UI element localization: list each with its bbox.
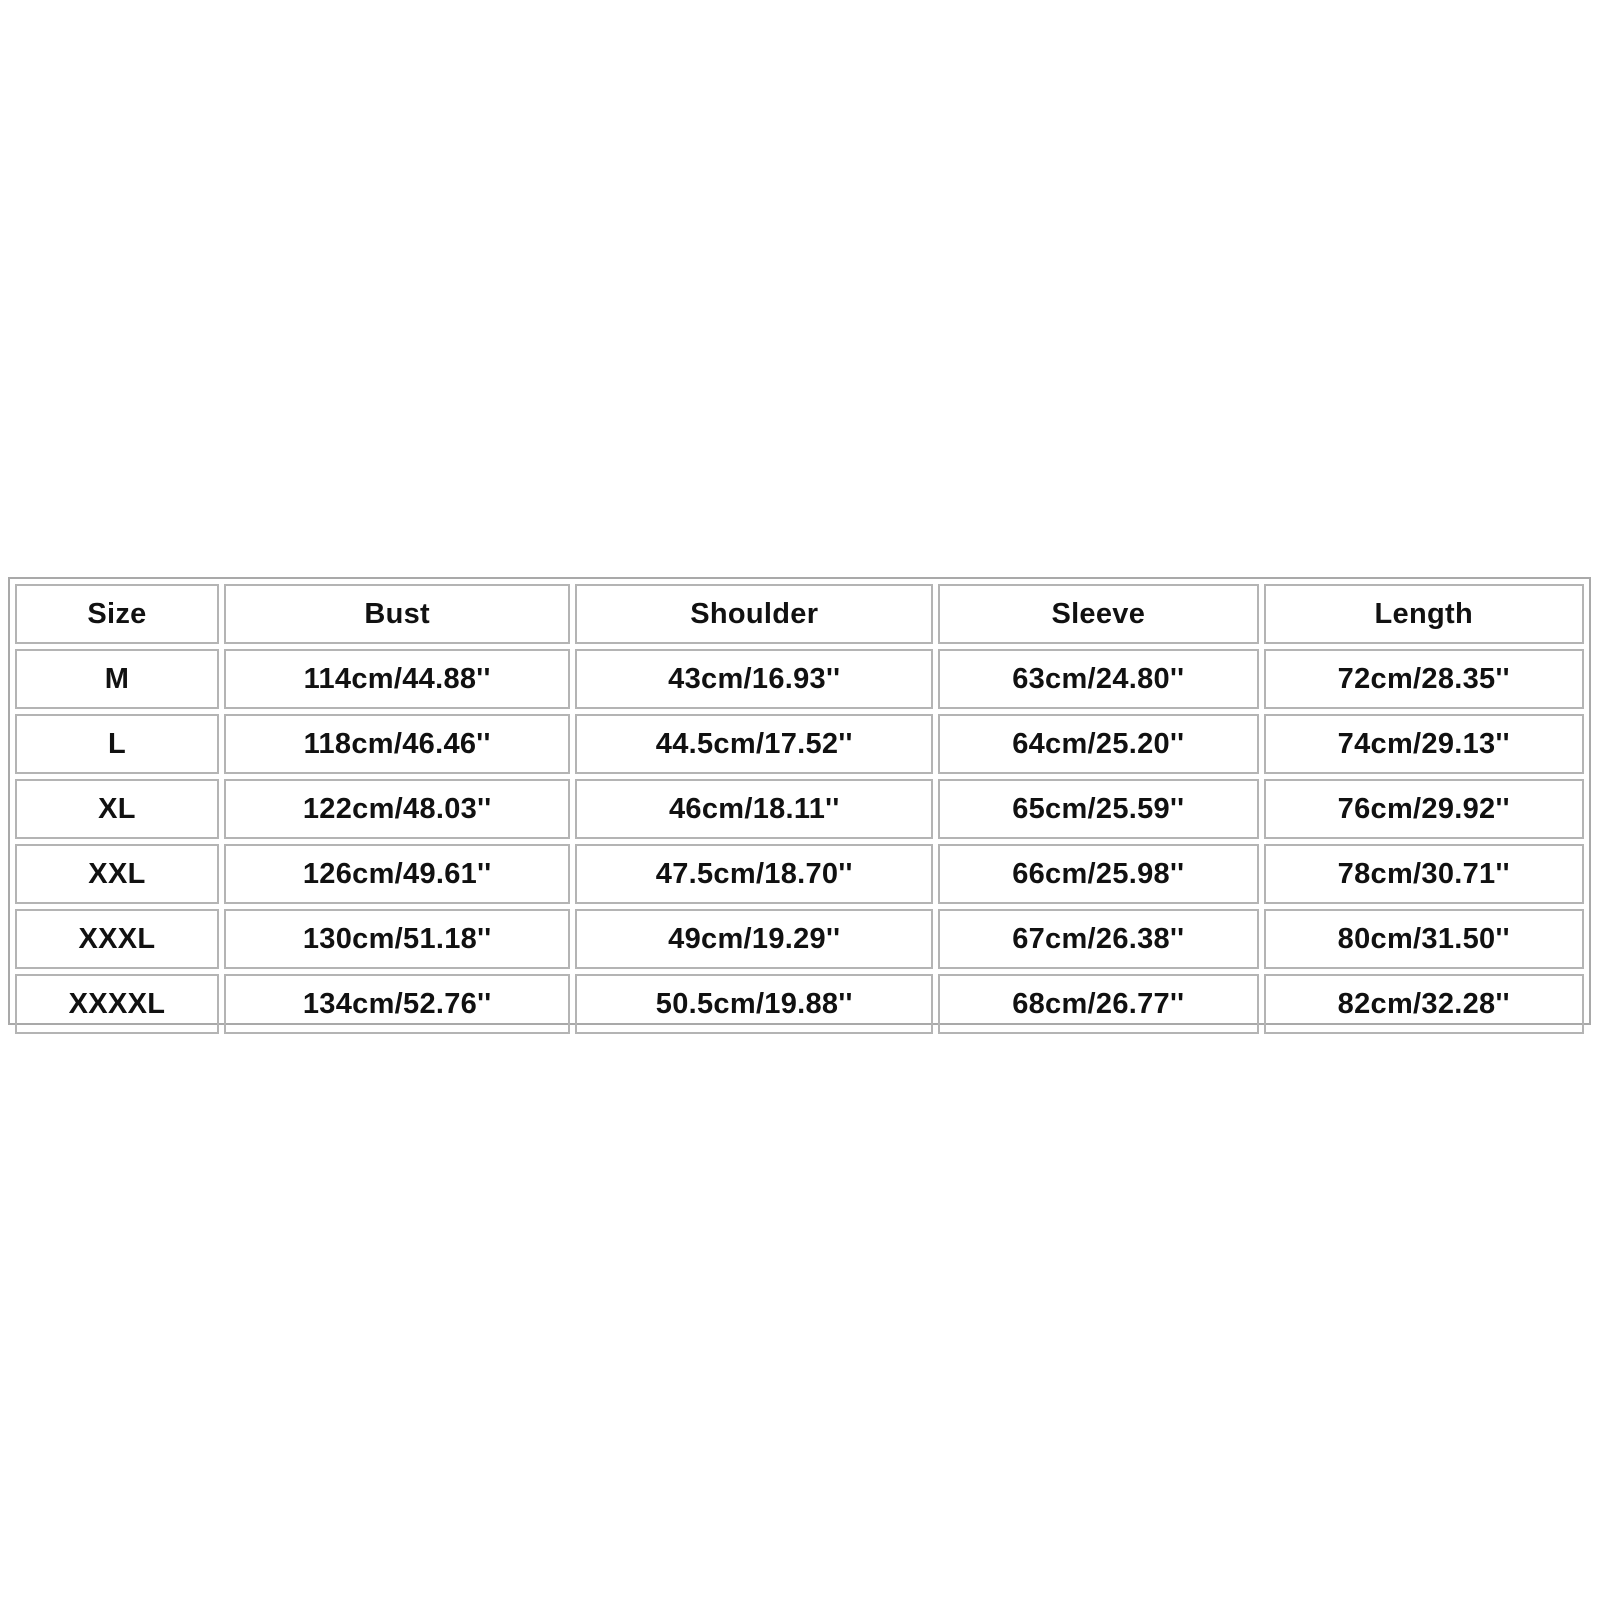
cell-size: L (15, 714, 219, 774)
cell-shoulder: 47.5cm/18.70'' (575, 844, 933, 904)
header-shoulder: Shoulder (575, 584, 933, 644)
cell-shoulder: 49cm/19.29'' (575, 909, 933, 969)
cell-shoulder: 46cm/18.11'' (575, 779, 933, 839)
cell-shoulder: 43cm/16.93'' (575, 649, 933, 709)
cell-bust: 126cm/49.61'' (224, 844, 571, 904)
cell-size: XXL (15, 844, 219, 904)
cell-length: 80cm/31.50'' (1264, 909, 1584, 969)
cell-bust: 122cm/48.03'' (224, 779, 571, 839)
size-table (10, 579, 1589, 1039)
cell-length: 72cm/28.35'' (1264, 649, 1584, 709)
cell-bust: 114cm/44.88'' (224, 649, 571, 709)
header-row (15, 584, 1584, 644)
cell-length: 74cm/29.13'' (1264, 714, 1584, 774)
cell-sleeve: 65cm/25.59'' (938, 779, 1258, 839)
cell-length: 82cm/32.28'' (1264, 974, 1584, 1034)
cell-bust: 118cm/46.46'' (224, 714, 571, 774)
table-row (15, 714, 1584, 774)
cell-sleeve: 68cm/26.77'' (938, 974, 1258, 1034)
header-bust: Bust (224, 584, 571, 644)
header-sleeve: Sleeve (938, 584, 1258, 644)
table-row (15, 649, 1584, 709)
header-size: Size (15, 584, 219, 644)
cell-sleeve: 63cm/24.80'' (938, 649, 1258, 709)
cell-sleeve: 64cm/25.20'' (938, 714, 1258, 774)
cell-bust: 134cm/52.76'' (224, 974, 571, 1034)
table-row (15, 974, 1584, 1034)
table-row (15, 779, 1584, 839)
cell-sleeve: 66cm/25.98'' (938, 844, 1258, 904)
table-row (15, 844, 1584, 904)
cell-size: XXXL (15, 909, 219, 969)
cell-length: 76cm/29.92'' (1264, 779, 1584, 839)
cell-length: 78cm/30.71'' (1264, 844, 1584, 904)
cell-shoulder: 50.5cm/19.88'' (575, 974, 933, 1034)
cell-size: XL (15, 779, 219, 839)
size-chart (8, 577, 1591, 1025)
cell-size: XXXXL (15, 974, 219, 1034)
cell-sleeve: 67cm/26.38'' (938, 909, 1258, 969)
cell-shoulder: 44.5cm/17.52'' (575, 714, 933, 774)
header-length: Length (1264, 584, 1584, 644)
cell-size: M (15, 649, 219, 709)
cell-bust: 130cm/51.18'' (224, 909, 571, 969)
table-row (15, 909, 1584, 969)
